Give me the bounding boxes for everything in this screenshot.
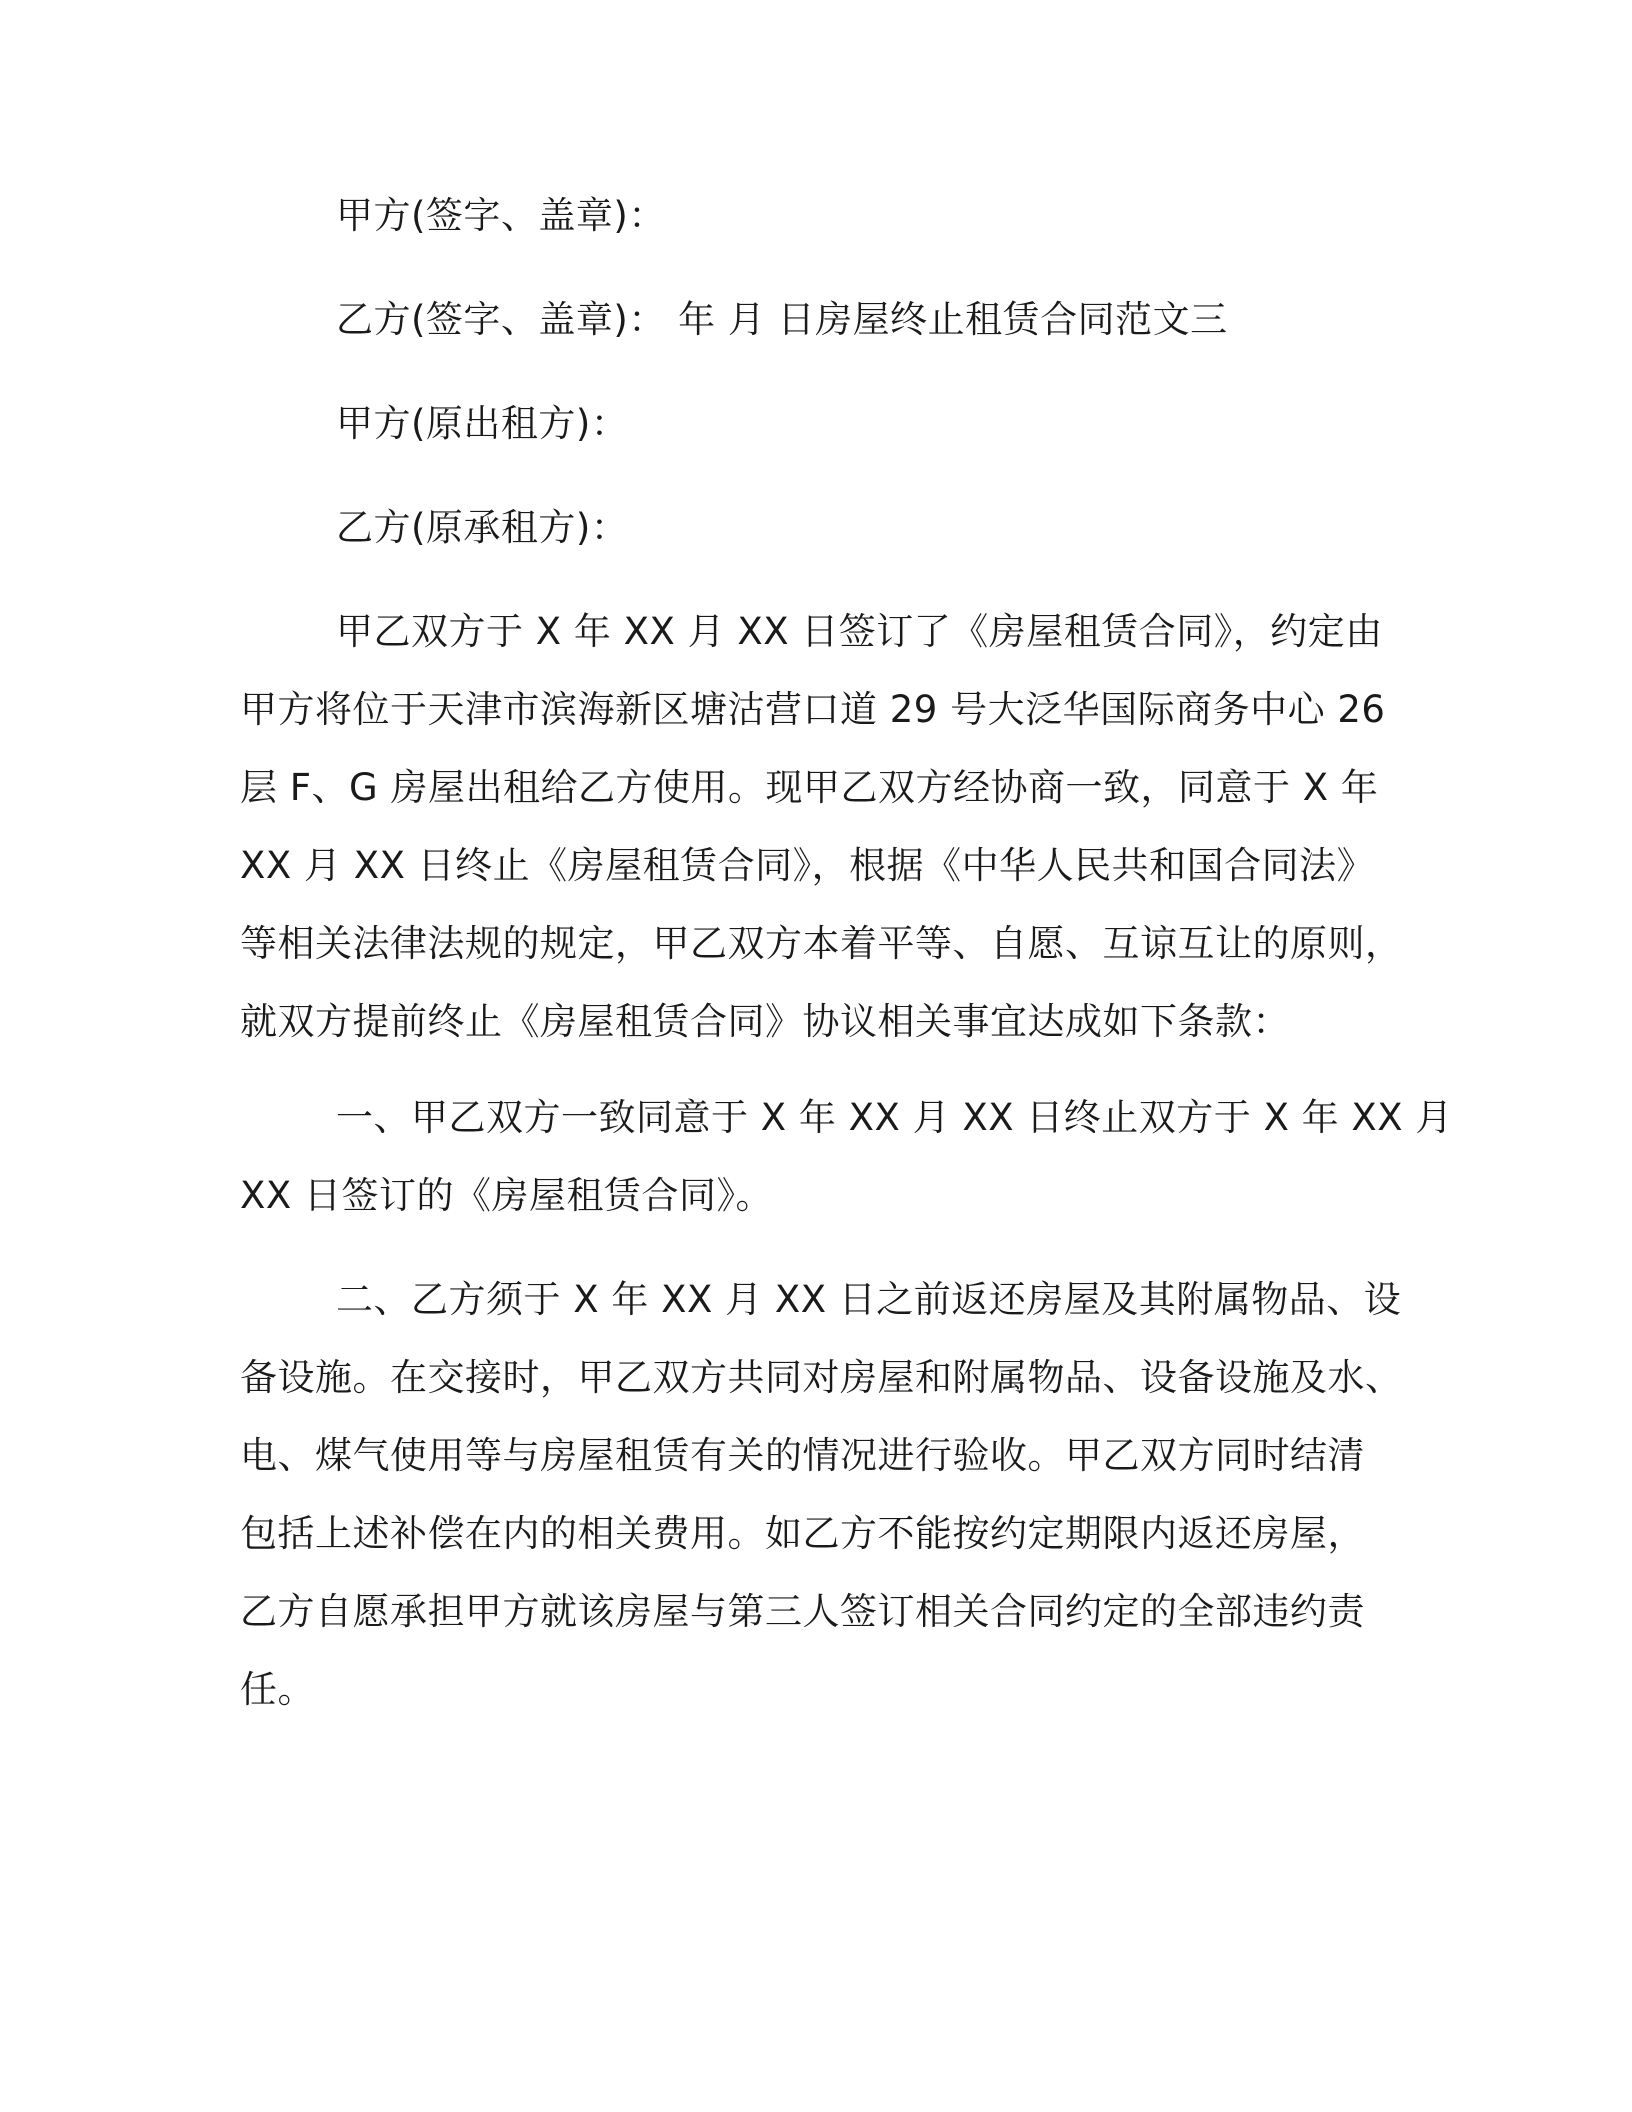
clause-2-line-2: 备设施。在交接时，甲乙双方共同对房屋和附属物品、设备设施及水、 [240,1356,1403,1399]
intro-line-1: 甲乙双方于 X 年 XX 月 XX 日签订了《房屋租赁合同》，约定由 [336,610,1383,653]
clause-2-line-3: 电、煤气使用等与房屋租赁有关的情况进行验收。甲乙双方同时结清 [240,1434,1365,1477]
intro-line-2: 甲方将位于天津市滨海新区塘沽营口道 29 号大泛华国际商务中心 26 [240,688,1386,731]
party-b-lessee-line: 乙方(原承租方)： [336,506,629,549]
clause-2-line-5: 乙方自愿承担甲方就该房屋与第三人签订相关合同约定的全部违约责 [240,1590,1365,1633]
intro-line-5: 等相关法律法规的规定，甲乙双方本着平等、自愿、互谅互让的原则， [240,922,1403,965]
clause-2-line-4: 包括上述补偿在内的相关费用。如乙方不能按约定期限内返还房屋， [240,1512,1365,1555]
party-a-lessor-line: 甲方(原出租方)： [336,402,629,445]
party-b-signature-line: 乙方(签字、盖章)： 年 月 日房屋终止租赁合同范文三 [336,298,1228,341]
clause-1-line-1: 一、甲乙双方一致同意于 X 年 XX 月 XX 日终止双方于 X 年 XX 月 [336,1096,1453,1139]
intro-line-3: 层 F、G 房屋出租给乙方使用。现甲乙双方经协商一致，同意于 X 年 [240,766,1379,809]
intro-line-4: XX 月 XX 日终止《房屋租赁合同》，根据《中华人民共和国合同法》 [240,844,1375,887]
clause-1-line-2: XX 日签订的《房屋租赁合同》。 [240,1174,773,1217]
party-a-signature-line: 甲方(签字、盖章)： [336,194,666,237]
clause-2-line-1: 二、乙方须于 X 年 XX 月 XX 日之前返还房屋及其附属物品、设 [336,1278,1402,1321]
clause-2-line-6: 任。 [240,1668,315,1711]
intro-line-6: 就双方提前终止《房屋租赁合同》协议相关事宜达成如下条款： [240,1000,1290,1043]
